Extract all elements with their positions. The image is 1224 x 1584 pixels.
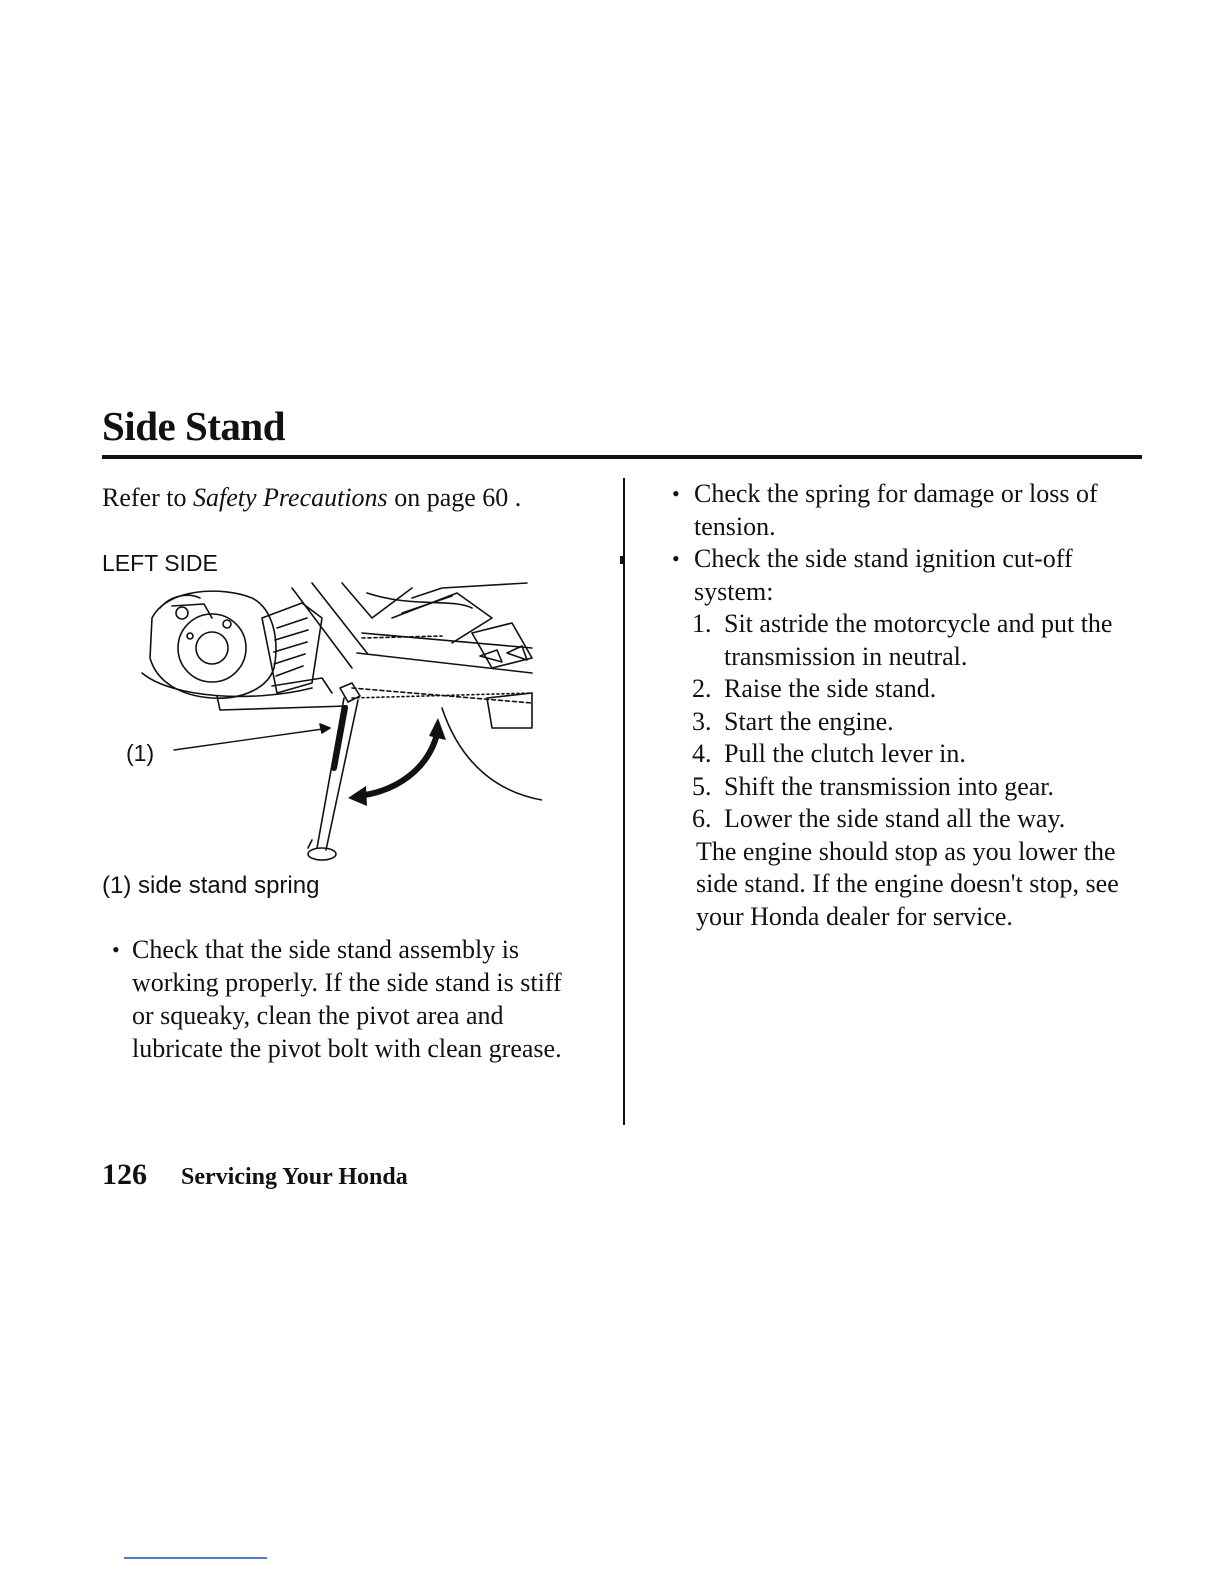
bullet-text: Check the spring for damage or loss of tension. [694, 479, 1098, 541]
page-number: 126 [102, 1158, 147, 1191]
bottom-rule [124, 1557, 267, 1559]
step-number: 1. [692, 609, 712, 638]
reference-link-text: Safety Precautions [192, 483, 388, 512]
side-stand-illustration [112, 578, 542, 870]
bullet-text: Check the side stand ignition cut-off system: [694, 544, 1073, 606]
bullet-icon: • [672, 481, 680, 506]
step-number: 3. [692, 706, 712, 736]
step-item [672, 738, 1152, 771]
step-text: Pull the clutch lever in. [724, 739, 966, 768]
reference-suffix: on page 60 . [387, 483, 522, 512]
step-text: Start the engine. [724, 706, 894, 736]
list-item [672, 478, 1152, 543]
divider-tick [620, 556, 623, 564]
procedure-steps [672, 608, 1152, 836]
list-item [112, 933, 582, 1065]
safety-reference [102, 478, 521, 518]
step-text: Raise the side stand. [724, 674, 937, 703]
step-item [672, 771, 1152, 804]
title-rule [102, 455, 1142, 459]
reference-prefix: Refer to [102, 483, 193, 512]
step-item [672, 673, 1152, 706]
figure-heading: LEFT SIDE [102, 550, 218, 576]
callout-number: (1) [126, 740, 155, 766]
bullet-text: Check that the side stand assembly is working properly. If the side stand is stiff or squeaky, clean the pivot area and lubricate the pivot bolt with clean grease. [132, 935, 562, 1063]
step-number: 5. [692, 771, 712, 801]
step-number: 2. [692, 674, 712, 703]
column-divider [623, 478, 625, 1125]
step-number: 4. [692, 739, 712, 768]
step-item [672, 608, 1152, 673]
step-number: 6. [692, 804, 712, 833]
list-item [672, 543, 1152, 608]
figure-caption: (1) side stand spring [102, 872, 320, 899]
conclusion-text: The engine should stop as you lower the side stand. If the engine doesn't stop, see your Honda dealer for service. [696, 836, 1119, 931]
page-title: Side Stand [102, 403, 286, 449]
step-text: Sit astride the motorcycle and put the transmission in neutral. [724, 609, 1113, 671]
bullet-icon: • [112, 937, 120, 962]
step-text: Lower the side stand all the way. [724, 804, 1066, 833]
step-item [672, 706, 1152, 739]
step-item [672, 803, 1152, 836]
page-footer [102, 1158, 408, 1192]
bullet-icon: • [672, 546, 680, 571]
step-text: Shift the transmission into gear. [724, 771, 1055, 801]
section-name: Servicing Your Honda [181, 1164, 408, 1190]
right-column [672, 478, 1152, 933]
